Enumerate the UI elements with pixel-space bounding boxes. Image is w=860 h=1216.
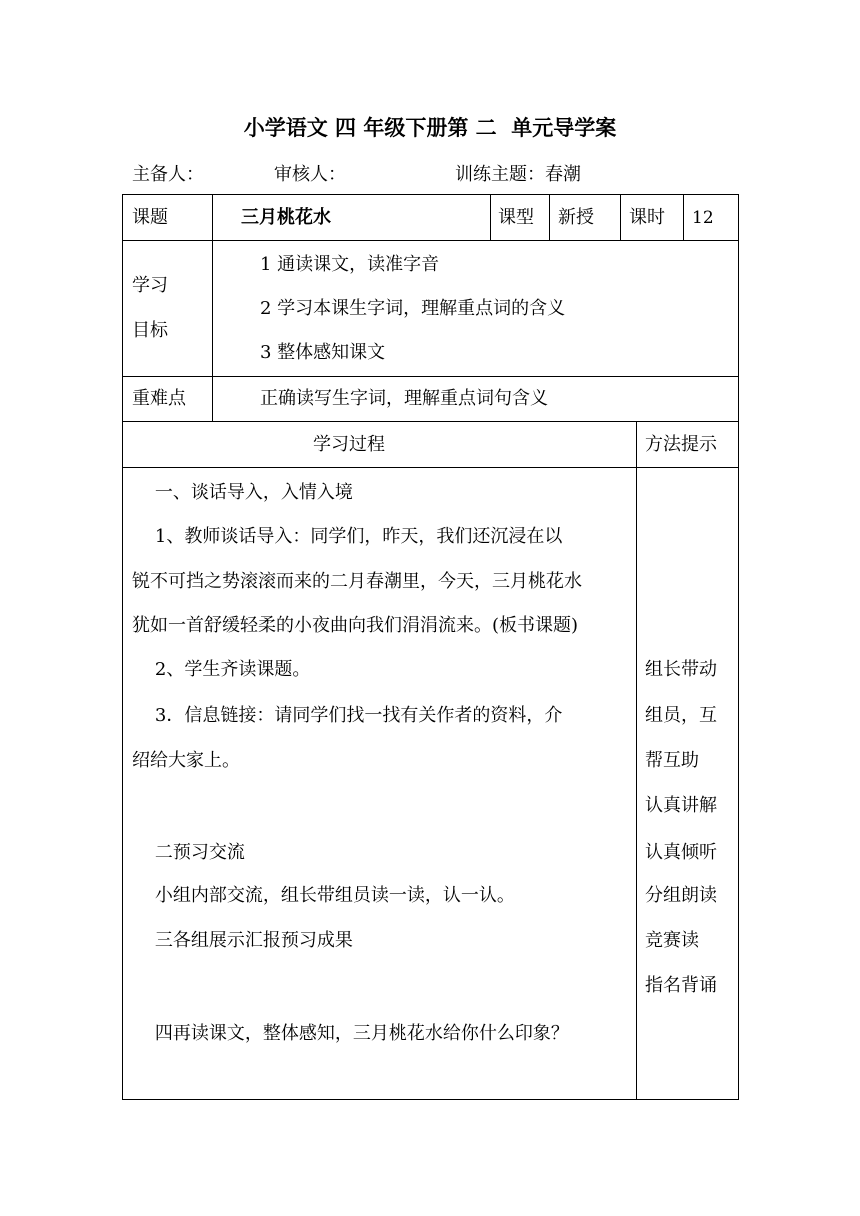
document-title: 小学语文 四 年级下册第 二 单元导学案: [243, 116, 617, 140]
reviewer-label: 审核人：: [274, 164, 346, 185]
process-line: 犹如一首舒缓轻柔的小夜曲向我们涓涓流来。(板书课题): [132, 615, 579, 636]
cell-divider: [636, 421, 637, 1099]
process-line: 2、学生齐读课题。: [132, 659, 311, 680]
cell-divider: [490, 194, 491, 240]
method-line: 组长带动: [645, 659, 717, 680]
process-line: 锐不可挡之势滚滚而来的二月春潮里，今天，三月桃花水: [132, 571, 582, 592]
period-label: 课时: [629, 207, 665, 228]
cell-divider: [549, 194, 550, 240]
method-line: 认真讲解: [645, 795, 717, 816]
theme-label: 训练主题：春潮: [455, 164, 581, 185]
method-line: 指名背诵: [645, 975, 717, 996]
row-divider: [122, 376, 739, 377]
key-points-value: 正确读写生字词，理解重点词句含义: [260, 388, 548, 409]
row-divider: [122, 240, 739, 241]
process-line: 1、教师谈话导入：同学们，昨天，我们还沉浸在以: [132, 526, 563, 547]
table-border-top: [122, 194, 739, 195]
process-line: 二预习交流: [132, 842, 245, 863]
goal-item: 3 整体感知课文: [260, 342, 386, 363]
method-line: 组员，互: [645, 705, 717, 726]
method-line: 认真倾听: [645, 842, 717, 863]
process-line: 一、谈话导入，入情入境: [132, 482, 353, 503]
type-value: 新授: [558, 207, 594, 228]
period-value: 12: [692, 208, 714, 228]
method-line: 帮互助: [645, 750, 699, 771]
cell-divider: [683, 194, 684, 240]
method-line: 竞赛读: [645, 930, 699, 951]
goals-label-line1: 学习: [132, 275, 168, 296]
process-line: 四再读课文，整体感知，三月桃花水给你什么印象？: [132, 1023, 569, 1044]
goal-item: 1 通读课文，读准字音: [260, 254, 440, 275]
goals-label-line2: 目标: [132, 320, 168, 341]
topic-label: 课题: [132, 207, 168, 228]
preparer-label: 主备人：: [132, 164, 204, 185]
cell-divider: [212, 240, 213, 421]
cell-divider: [212, 194, 213, 240]
topic-value: 三月桃花水: [241, 207, 331, 228]
process-line: 绍给大家上。: [132, 750, 240, 771]
table-border-bottom: [122, 1099, 739, 1100]
goal-item: 2 学习本课生字词，理解重点词的含义: [260, 298, 566, 319]
type-label: 课型: [498, 207, 534, 228]
row-divider: [122, 467, 739, 468]
method-header: 方法提示: [645, 434, 717, 455]
method-line: 分组朗读: [645, 885, 717, 906]
process-header: 学习过程: [313, 434, 385, 455]
process-line: 小组内部交流，组长带组员读一读，认一认。: [132, 885, 515, 906]
table-border-right: [738, 194, 739, 1100]
row-divider: [122, 421, 739, 422]
cell-divider: [620, 194, 621, 240]
process-line: 三各组展示汇报预习成果: [132, 930, 353, 951]
table-border-left: [122, 194, 123, 1100]
process-line: 3．信息链接：请同学们找一找有关作者的资料，介: [132, 705, 563, 726]
key-points-label: 重难点: [132, 388, 186, 409]
